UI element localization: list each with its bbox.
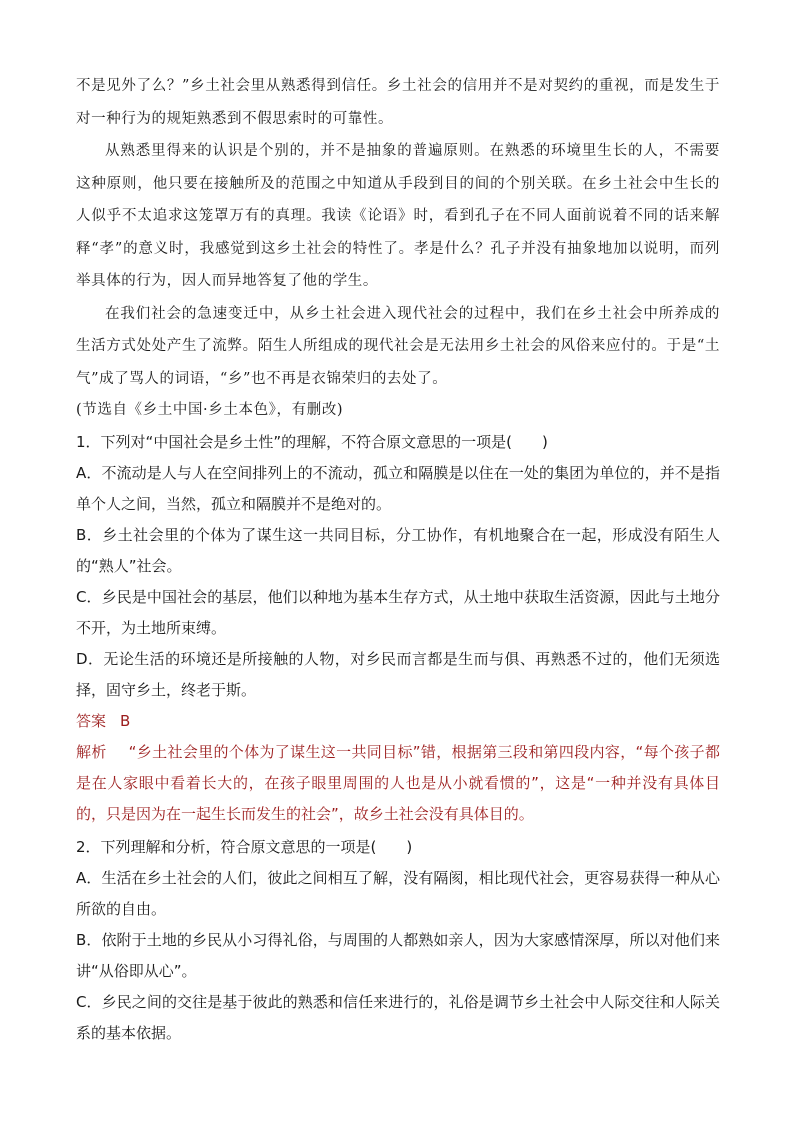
passage-paragraph: 在我们社会的急速变迁中，从乡土社会进入现代社会的过程中，我们在乡土社会中所养成的生活方式处处产生了流弊。陌生人所组成的现代社会是无法用乡土社会的风俗来应付的。于是“土气”成了骂人的词语，“乡”也不再是衣锦荣归的去处了。 [76,305,720,387]
question-stem: 2．下列理解和分析，符合原文意思的一项是( ) [76,838,413,856]
option-b: B．乡土社会里的个体为了谋生这一共同目标，分工协作，有机地聚合在一起，形成没有陌生人的“熟人”社会。 [76,526,720,575]
passage-paragraph: 不是见外了么？”乡土社会里从熟悉得到信任。乡土社会的信用并不是对契约的重视，而是发生于对一种行为的规矩熟悉到不假思索时的可靠性。 [76,78,720,127]
option-a: A．生活在乡土社会的人们，彼此之间相互了解，没有隔阂，相比现代社会，更容易获得一种从心所欲的自由。 [76,869,720,918]
answer-label: 答案 [76,712,107,730]
option-c: C．乡民是中国社会的基层，他们以种地为基本生存方式，从土地中获取生活资源，因此与土地分不开，为土地所束缚。 [76,588,720,637]
question-stem: 1．下列对“中国社会是乡土性”的理解，不符合原文意思的一项是( ) [76,433,548,451]
option-a: A．不流动是人与人在空间排列上的不流动，孤立和隔膜是以住在一处的集团为单位的，并不是指单个人之间，当然，孤立和隔膜并不是绝对的。 [76,464,720,513]
option-b: B．依附于土地的乡民从小习得礼俗，与周围的人都熟如亲人，因为大家感情深厚，所以对他们来讲“从俗即从心”。 [76,931,720,980]
option-c: C．乡民之间的交往是基于彼此的熟悉和信任来进行的，礼俗是调节乡土社会中人际交往和人际关系的基本依据。 [76,993,720,1042]
question-2 [76,832,720,1049]
analysis-text: “乡土社会里的个体为了谋生这一共同目标”错，根据第三段和第四段内容，“每个孩子都是在人家眼中看着长大的，在孩子眼里周围的人也是从小就看惯的”，这是“一种并没有具体目的，只是因为在一起生长而发生的社会”，故乡土社会没有具体目的。 [76,743,720,823]
option-d: D．无论生活的环境还是所接触的人物，对乡民而言都是生而与俱、再熟悉不过的，他们无须选择，固守乡土，终老于斯。 [76,650,720,699]
analysis [76,737,720,830]
document-page [76,70,720,1049]
answer-value: B [120,712,131,730]
answer-line [76,706,720,737]
passage-source: (节选自《乡土中国·乡土本色》，有删改) [76,402,344,418]
question-1 [76,427,720,830]
passage-paragraph: 从熟悉里得来的认识是个别的，并不是抽象的普遍原则。在熟悉的环境里生长的人，不需要这种原则，他只要在接触所及的范围之中知道从手段到目的间的个别关联。在乡土社会中生长的人似乎不太追求这笼罩万有的真理。我读《论语》时，看到孔子在不同人面前说着不同的话来解释“孝”的意义时，我感觉到这乡土社会的特性了。孝是什么？孔子并没有抽象地加以说明，而列举具体的行为，因人而异地答复了他的学生。 [76,143,720,289]
reading-passage [76,70,720,425]
analysis-label: 解析 [76,743,107,761]
